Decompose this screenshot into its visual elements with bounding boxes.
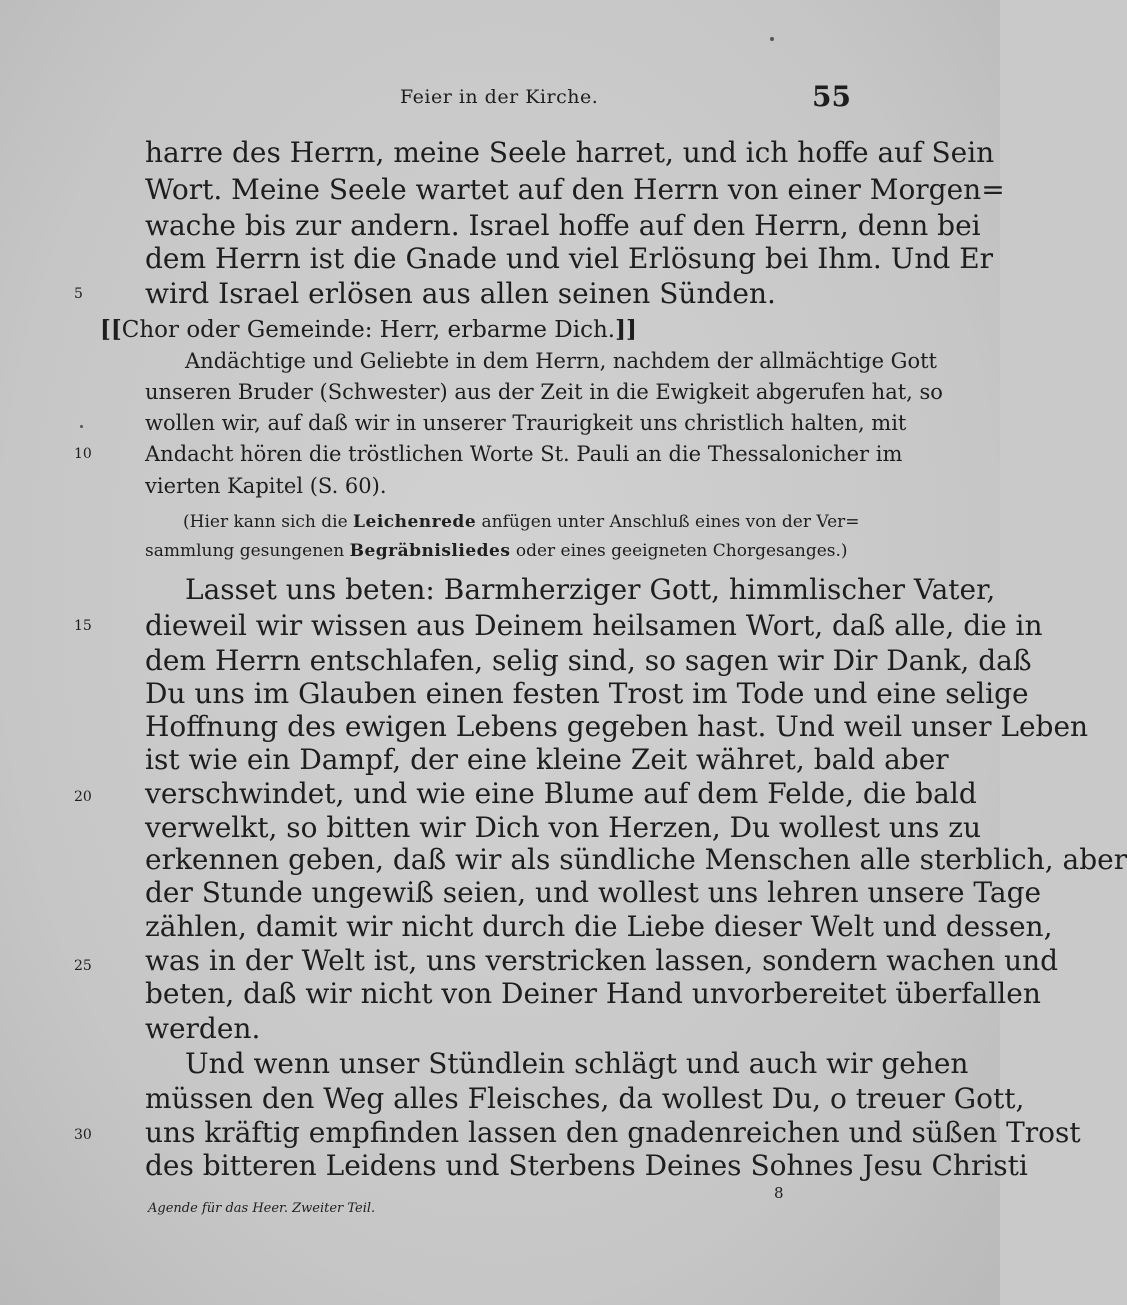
psalm-line: harre des Herrn, meine Seele harret, und ich hoffe auf Sein <box>145 136 995 169</box>
rubric-close-bracket: ]] <box>615 316 637 343</box>
closing-line: Und wenn unser Stündlein schlägt und auch wir gehen <box>185 1047 969 1080</box>
paper-speck <box>770 37 774 41</box>
margin-line-number: 25 <box>74 958 92 974</box>
prayer-line: verwelkt, so bitten wir Dich von Herzen, Du wollest uns zu <box>145 811 981 844</box>
note-text: sammlung gesungenen <box>145 541 345 561</box>
choir-rubric <box>100 314 637 346</box>
prayer-line: verschwindet, und wie eine Blume auf dem Felde, die bald <box>145 777 977 810</box>
address-line: Andächtige und Geliebte in dem Herrn, nachdem der allmächtige Gott <box>185 349 937 373</box>
margin-line-number: 20 <box>74 789 92 805</box>
prayer-line: was in der Welt ist, uns verstricken lassen, sondern wachen und <box>145 944 1059 977</box>
note-emphasis-begraebnisliedes: Begräbnisliedes <box>349 541 511 561</box>
note-text: anfügen unter Anschluß eines von der Ver= <box>481 512 860 532</box>
prayer-line: dieweil wir wissen aus Deinem heilsamen Wort, daß alle, die in <box>145 609 1043 642</box>
prayer-line: zählen, damit wir nicht durch die Liebe dieser Welt und dessen, <box>145 910 1053 943</box>
margin-line-number: 30 <box>74 1127 92 1143</box>
instruction-note-line <box>145 537 853 565</box>
prayer-line: Lasset uns beten: Barmherziger Gott, himmlischer Vater, <box>185 573 996 606</box>
page-number: 55 <box>812 80 851 113</box>
psalm-line: wird Israel erlösen aus allen seinen Sünden. <box>145 277 776 310</box>
instruction-note-line <box>145 508 860 536</box>
address-line: wollen wir, auf daß wir in unserer Traurigkeit uns christlich halten, mit <box>145 411 907 435</box>
prayer-line: erkennen geben, daß wir als sündliche Menschen alle sterblich, aber <box>145 843 1127 876</box>
closing-line: uns kräftig empfinden lassen den gnadenreichen und süßen Trost <box>145 1116 1081 1149</box>
margin-line-number: 5 <box>74 286 83 302</box>
rubric-text: Chor oder Gemeinde: Herr, erbarme Dich. <box>121 317 616 343</box>
prayer-line: Hoffnung des ewigen Lebens gegeben hast. Und weil unser Leben <box>145 710 1089 743</box>
psalm-line: dem Herrn ist die Gnade und viel Erlösung bei Ihm. Und Er <box>145 242 994 275</box>
running-title: Feier in der Kirche. <box>400 86 599 108</box>
closing-line: des bitteren Leidens und Sterbens Deines Sohnes Jesu Christi <box>145 1149 1028 1182</box>
prayer-line: ist wie ein Dampf, der eine kleine Zeit währet, bald aber <box>145 743 949 776</box>
closing-line: müssen den Weg alles Fleisches, da wollest Du, o treuer Gott, <box>145 1082 1025 1115</box>
prayer-line: Du uns im Glauben einen festen Trost im Tode und eine selige <box>145 677 1029 710</box>
sheet-number: 8 <box>774 1184 784 1202</box>
prayer-line: dem Herrn entschlafen, selig sind, so sagen wir Dir Dank, daß <box>145 644 1032 677</box>
prayer-line: beten, daß wir nicht von Deiner Hand unvorbereitet überfallen <box>145 977 1041 1010</box>
psalm-line: wache bis zur andern. Israel hoffe auf den Herrn, denn bei <box>145 209 981 242</box>
prayer-line: werden. <box>145 1012 261 1045</box>
address-line: vierten Kapitel (S. 60). <box>145 474 387 498</box>
margin-line-number: 15 <box>74 618 92 634</box>
note-text: (Hier kann sich die <box>183 512 348 532</box>
prayer-line: der Stunde ungewiß seien, und wollest uns lehren unsere Tage <box>145 876 1042 909</box>
note-emphasis-leichenrede: Leichenrede <box>353 512 477 532</box>
margin-line-number: 10 <box>74 446 92 462</box>
psalm-line: Wort. Meine Seele wartet auf den Herrn von einer Morgen= <box>145 173 1005 206</box>
rubric-open-bracket: [[ <box>100 316 122 343</box>
signature-line: Agende für das Heer. Zweiter Teil. <box>148 1201 376 1216</box>
note-text: oder eines geeigneten Chorgesanges.) <box>515 541 848 561</box>
address-line: Andacht hören die tröstlichen Worte St. Pauli an die Thessalonicher im <box>145 442 903 466</box>
address-line: unseren Bruder (Schwester) aus der Zeit in die Ewigkeit abgerufen hat, so <box>145 380 943 404</box>
paper-speck <box>80 425 83 428</box>
